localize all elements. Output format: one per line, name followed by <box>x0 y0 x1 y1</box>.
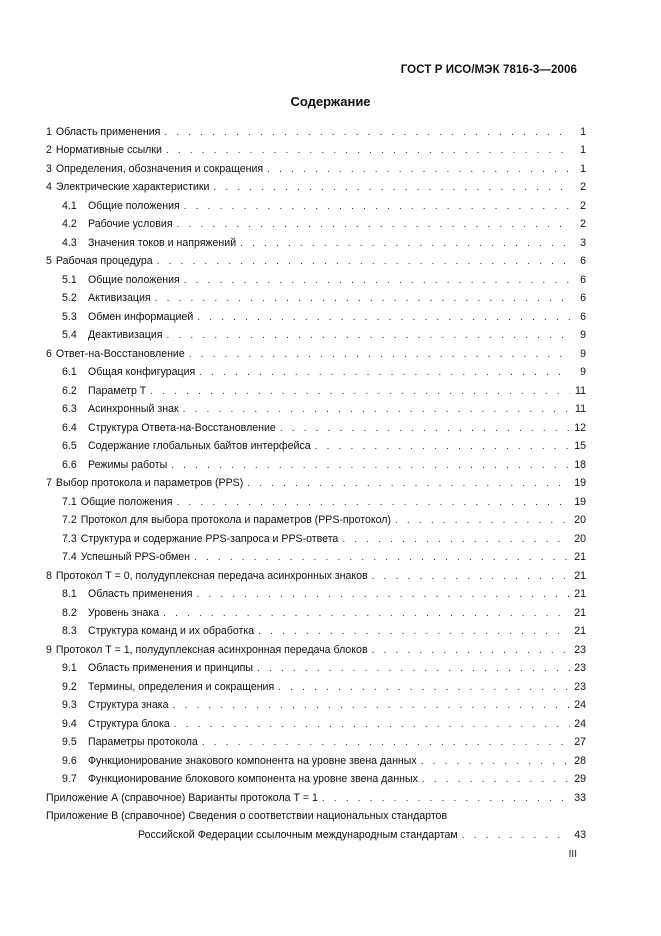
toc-entry[interactable] <box>46 342 586 361</box>
toc-entry-title: Асинхронный знак <box>88 403 179 415</box>
toc-leader-dots <box>150 385 570 398</box>
toc-leader-dots <box>176 496 570 509</box>
toc-entry-page: 27 <box>574 736 586 748</box>
toc-entry-number: 2 <box>46 144 52 156</box>
toc-entry-page: 21 <box>574 606 586 619</box>
table-of-contents <box>46 120 586 842</box>
toc-entry-title: Нормативные ссылки <box>55 144 162 156</box>
toc-entry-title: Структура Ответа-на-Восстановление <box>88 421 276 434</box>
toc-leader-dots <box>258 625 570 638</box>
toc-entry-page: 19 <box>574 477 586 489</box>
toc-leader-dots <box>462 829 570 842</box>
standard-code: ГОСТ Р ИСО/МЭК 7816-3—2006 <box>400 64 577 76</box>
toc-entry-title: Электрические характеристики <box>55 181 210 193</box>
toc-entry-number: 4.3 <box>62 236 77 249</box>
toc-leader-dots <box>194 551 570 564</box>
toc-entry[interactable] <box>46 231 586 250</box>
toc-entry[interactable] <box>46 805 586 824</box>
toc-leader-dots <box>189 348 570 361</box>
toc-entry[interactable] <box>46 564 586 583</box>
toc-leader-dots <box>247 477 570 490</box>
toc-leader-dots <box>164 126 570 139</box>
toc-entry-page: 21 <box>574 625 586 637</box>
toc-leader-dots <box>166 144 570 157</box>
toc-entry-title: Ответ-на-Восстановление <box>55 347 185 360</box>
toc-leader-dots <box>267 163 570 176</box>
toc-entry-page: 12 <box>574 421 586 434</box>
toc-entry-page: 18 <box>574 458 586 471</box>
toc-entry-page: 19 <box>574 495 586 508</box>
toc-entry-title: Режимы работы <box>88 458 168 471</box>
toc-entry-title: Область применения и принципы <box>88 662 254 674</box>
toc-leader-dots <box>184 274 570 287</box>
toc-entry-page: 1 <box>580 162 586 175</box>
toc-entry-number: 6.2 <box>62 384 77 397</box>
toc-entry-title: Деактивизация <box>88 329 163 341</box>
toc-entry[interactable] <box>46 287 586 306</box>
toc-entry-number: 6 <box>46 347 52 360</box>
toc-entry[interactable] <box>46 546 586 565</box>
toc-entry-number: 9.2 <box>62 680 77 693</box>
toc-entry[interactable] <box>46 657 586 676</box>
toc-entry-page: 6 <box>580 273 586 286</box>
toc-entry-page: 33 <box>574 791 586 804</box>
toc-entry-number: 1 <box>46 125 52 138</box>
toc-entry[interactable] <box>46 620 586 639</box>
toc-entry-page: 2 <box>580 181 586 193</box>
toc-entry-number: 8 <box>46 569 52 582</box>
toc-entry-number: 9.3 <box>62 699 77 711</box>
toc-entry[interactable] <box>46 268 586 287</box>
toc-leader-dots <box>240 237 570 250</box>
toc-entry[interactable] <box>46 638 586 657</box>
toc-entry-page: 20 <box>574 514 586 526</box>
toc-entry-number: 7 <box>46 477 52 489</box>
toc-entry-title: Термины, определения и сокращения <box>88 680 275 693</box>
toc-entry-page: 15 <box>574 440 586 452</box>
toc-entry-title: Параметры протокола <box>88 736 198 748</box>
toc-entry-title: Область применения <box>55 125 161 138</box>
toc-entry-number: 8.2 <box>62 606 77 619</box>
toc-entry-number: 9.6 <box>62 754 77 767</box>
toc-leader-dots <box>199 366 570 379</box>
toc-entry-number: 6.6 <box>62 458 77 471</box>
toc-entry-page: 11 <box>575 403 586 415</box>
toc-entry-title: Структура и содержание PPS-запроса и PPS-ответа <box>80 532 339 545</box>
toc-leader-dots <box>422 773 570 786</box>
toc-entry[interactable] <box>46 250 586 269</box>
toc-leader-dots <box>202 736 570 749</box>
toc-entry-page: 23 <box>574 680 586 693</box>
toc-entry-page: 23 <box>574 643 586 656</box>
toc-leader-dots <box>174 718 570 731</box>
toc-entry-page: 43 <box>574 828 586 841</box>
toc-entry-number: 8.3 <box>62 625 77 637</box>
toc-entry-number: 4.2 <box>62 218 77 230</box>
toc-leader-dots <box>315 440 570 453</box>
toc-entry-page: 21 <box>574 588 586 600</box>
toc-entry[interactable] <box>46 324 586 343</box>
toc-entry-number: 9.4 <box>62 717 77 730</box>
toc-entry[interactable] <box>46 583 586 602</box>
toc-entry-title: Рабочая процедура <box>55 255 153 267</box>
toc-entry-title: Область применения <box>88 588 193 600</box>
toc-leader-dots <box>196 588 570 601</box>
toc-entry[interactable] <box>46 379 586 398</box>
toc-leader-dots <box>322 792 570 805</box>
toc-entry-title: Протокол для выбора протокола и параметров (PPS-протокол) <box>80 514 391 526</box>
toc-entry[interactable] <box>46 120 586 139</box>
toc-entry-number: 6.3 <box>62 403 77 415</box>
toc-entry[interactable] <box>46 157 586 176</box>
toc-entry-page: 21 <box>574 551 586 563</box>
toc-entry-page: 24 <box>574 699 586 711</box>
toc-entry[interactable] <box>46 139 586 158</box>
toc-entry-number: 6.4 <box>62 421 77 434</box>
toc-entry[interactable] <box>46 490 586 509</box>
toc-entry-page: 20 <box>574 532 586 545</box>
toc-entry-title: Общие положения <box>80 495 173 508</box>
toc-entry[interactable] <box>46 601 586 620</box>
toc-entry-title: Успешный PPS-обмен <box>80 551 190 563</box>
toc-leader-dots <box>342 533 570 546</box>
toc-entry[interactable] <box>46 398 586 417</box>
toc-entry[interactable] <box>46 472 586 491</box>
toc-entry[interactable] <box>46 435 586 454</box>
toc-entry[interactable] <box>46 786 586 805</box>
toc-entry-title: Приложение А (справочное) Варианты протокола Т = 1 <box>46 791 318 804</box>
toc-entry[interactable] <box>46 675 586 694</box>
toc-entry-number: 5.2 <box>62 292 77 304</box>
toc-entry-title: Российской Федерации ссылочным международным стандартам <box>138 828 458 841</box>
toc-entry[interactable] <box>46 305 586 324</box>
toc-entry-number: 9 <box>46 643 52 656</box>
toc-entry-page: 24 <box>574 717 586 730</box>
toc-entry-number: 6.1 <box>62 366 77 378</box>
toc-leader-dots <box>372 570 570 583</box>
toc-leader-dots <box>184 200 570 213</box>
toc-entry-page: 6 <box>580 255 586 267</box>
toc-entry[interactable] <box>46 527 586 546</box>
toc-leader-dots <box>167 329 571 342</box>
toc-entry-page: 2 <box>580 218 586 230</box>
toc-entry-title: Структура блока <box>88 717 170 730</box>
toc-entry[interactable] <box>46 361 586 380</box>
toc-entry-page: 9 <box>580 329 586 341</box>
toc-entry-number: 6.5 <box>62 440 77 452</box>
toc-entry-page: 9 <box>580 366 586 378</box>
toc-entry-title: Выбор протокола и параметров (PPS) <box>55 477 244 489</box>
toc-entry-number: 8.1 <box>62 588 77 600</box>
toc-entry-title: Общие положения <box>88 273 180 286</box>
toc-entry-number: 5 <box>46 255 52 267</box>
toc-entry-title: Функционирование знакового компонента на уровне звена данных <box>88 754 417 767</box>
toc-entry-title: Содержание глобальных байтов интерфейса <box>88 440 311 452</box>
toc-entry[interactable] <box>46 712 586 731</box>
toc-entry-number: 9.1 <box>62 662 77 674</box>
toc-entry[interactable] <box>46 823 586 842</box>
toc-entry[interactable] <box>46 694 586 713</box>
toc-entry-page: 6 <box>580 310 586 323</box>
toc-entry-title: Приложение В (справочное) Сведения о соответствии национальных стандартов <box>46 810 448 822</box>
toc-entry-title: Общая конфигурация <box>88 366 196 378</box>
toc-leader-dots <box>280 422 570 435</box>
toc-leader-dots <box>173 699 570 712</box>
toc-entry-number: 7.4 <box>62 551 77 563</box>
toc-entry-number: 3 <box>46 162 52 175</box>
toc-entry-title: Обмен информацией <box>88 310 194 323</box>
toc-entry-number: 5.4 <box>62 329 77 341</box>
toc-entry-title: Общие положения <box>88 199 180 212</box>
toc-leader-dots <box>155 292 570 305</box>
toc-entry-number: 7.3 <box>62 532 77 545</box>
toc-leader-dots <box>177 218 570 231</box>
toc-leader-dots <box>421 755 570 768</box>
toc-entry-number: 5.3 <box>62 310 77 323</box>
page-number: III <box>568 849 577 860</box>
toc-entry[interactable] <box>46 453 586 472</box>
toc-entry-number: 4.1 <box>62 199 77 212</box>
toc-entry-title: Функционирование блокового компонента на уровне звена данных <box>88 773 418 785</box>
toc-entry-number: 9.5 <box>62 736 77 748</box>
toc-entry[interactable] <box>46 213 586 232</box>
toc-entry[interactable] <box>46 731 586 750</box>
toc-entry[interactable] <box>46 768 586 787</box>
toc-entry-title: Уровень знака <box>88 606 160 619</box>
toc-entry-title: Протокол Т = 0, полудуплексная передача асинхронных знаков <box>55 569 368 582</box>
toc-entry-page: 2 <box>580 199 586 212</box>
toc-entry-number: 7.2 <box>62 514 77 526</box>
toc-entry[interactable] <box>46 416 586 435</box>
toc-entry[interactable] <box>46 194 586 213</box>
toc-entry-page: 29 <box>574 773 586 785</box>
toc-entry-number: 4 <box>46 181 52 193</box>
toc-entry-page: 3 <box>580 236 586 249</box>
toc-entry-title: Активизация <box>88 292 151 304</box>
toc-entry-title: Рабочие условия <box>88 218 173 230</box>
toc-leader-dots <box>395 514 570 527</box>
toc-entry-page: 6 <box>580 292 586 304</box>
toc-entry-title: Структура команд и их обработка <box>88 625 255 637</box>
toc-leader-dots <box>157 255 570 268</box>
toc-entry-page: 28 <box>574 754 586 767</box>
toc-entry-page: 1 <box>580 125 586 138</box>
toc-entry-page: 21 <box>574 569 586 582</box>
toc-entry[interactable] <box>46 749 586 768</box>
toc-entry[interactable] <box>46 509 586 528</box>
toc-title: Содержание <box>290 94 371 109</box>
toc-leader-dots <box>278 681 570 694</box>
toc-entry[interactable] <box>46 176 586 195</box>
toc-leader-dots <box>171 459 570 472</box>
toc-entry-title: Протокол Т = 1, полудуплексная асинхронная передача блоков <box>55 643 368 656</box>
toc-leader-dots <box>163 607 570 620</box>
toc-entry-page: 9 <box>580 347 586 360</box>
toc-entry-title: Структура знака <box>88 699 169 711</box>
toc-entry-number: 5.1 <box>62 273 77 286</box>
toc-entry-page: 11 <box>575 384 586 397</box>
toc-entry-number: 7.1 <box>62 495 77 508</box>
toc-leader-dots <box>183 403 570 416</box>
toc-leader-dots <box>197 311 570 324</box>
toc-entry-page: 23 <box>574 662 586 674</box>
toc-entry-title: Значения токов и напряжений <box>88 236 237 249</box>
toc-leader-dots <box>213 181 570 194</box>
toc-leader-dots <box>372 644 570 657</box>
toc-entry-number: 9.7 <box>62 773 77 785</box>
toc-leader-dots <box>257 662 570 675</box>
toc-entry-page: 1 <box>580 144 586 156</box>
toc-entry-title: Параметр Т <box>88 384 147 397</box>
toc-entry-title: Определения, обозначения и сокращения <box>55 162 264 175</box>
